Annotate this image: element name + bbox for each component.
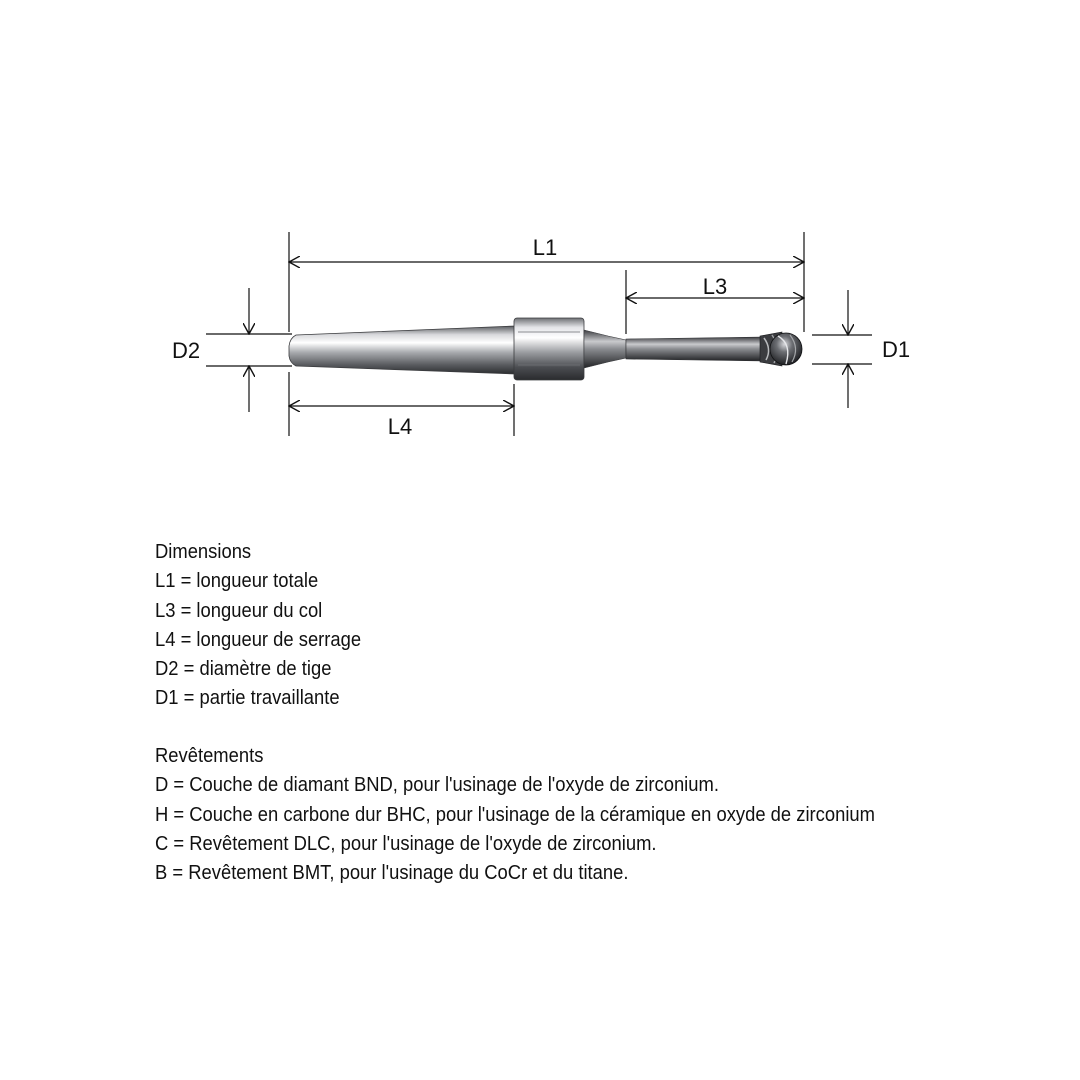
coatings-heading: Revêtements — [155, 745, 264, 767]
tool-taper — [584, 330, 626, 368]
coating-item-b: B = Revêtement BMT, pour l'usinage du CoCr et du titane. — [155, 862, 629, 885]
l3-label: L3 — [702, 274, 728, 299]
d2-label: D2 — [171, 338, 201, 363]
l1-label: L1 — [532, 235, 558, 260]
dimension-item-d1: D1 = partie travaillante — [155, 687, 340, 710]
end-mill-tool — [289, 318, 802, 380]
d1-label: D1 — [881, 337, 911, 362]
dimension-item-d2: D2 = diamètre de tige — [155, 658, 332, 681]
dimension-item-l3: L3 = longueur du col — [155, 599, 323, 622]
coating-item-c: C = Revêtement DLC, pour l'usinage de l'oxyde de zirconium. — [155, 832, 657, 855]
coating-item-d: D = Couche de diamant BND, pour l'usinage de l'oxyde de zirconium. — [155, 774, 719, 797]
dimension-item-l1: L1 = longueur totale — [155, 570, 319, 593]
dimensions-heading: Dimensions — [155, 541, 252, 563]
tool-neck — [626, 337, 770, 361]
tool-shank — [289, 326, 515, 374]
dimension-item-l4: L4 = longueur de serrage — [155, 628, 362, 651]
coating-item-h: H = Couche en carbone dur BHC, pour l'usinage de la céramique en oxyde de zirconium — [155, 803, 876, 826]
tool-ball-end — [770, 333, 802, 365]
tool-collar — [514, 318, 584, 380]
l4-label: L4 — [387, 414, 413, 439]
coatings-legend — [155, 742, 983, 888]
dimensions-legend — [155, 538, 983, 714]
